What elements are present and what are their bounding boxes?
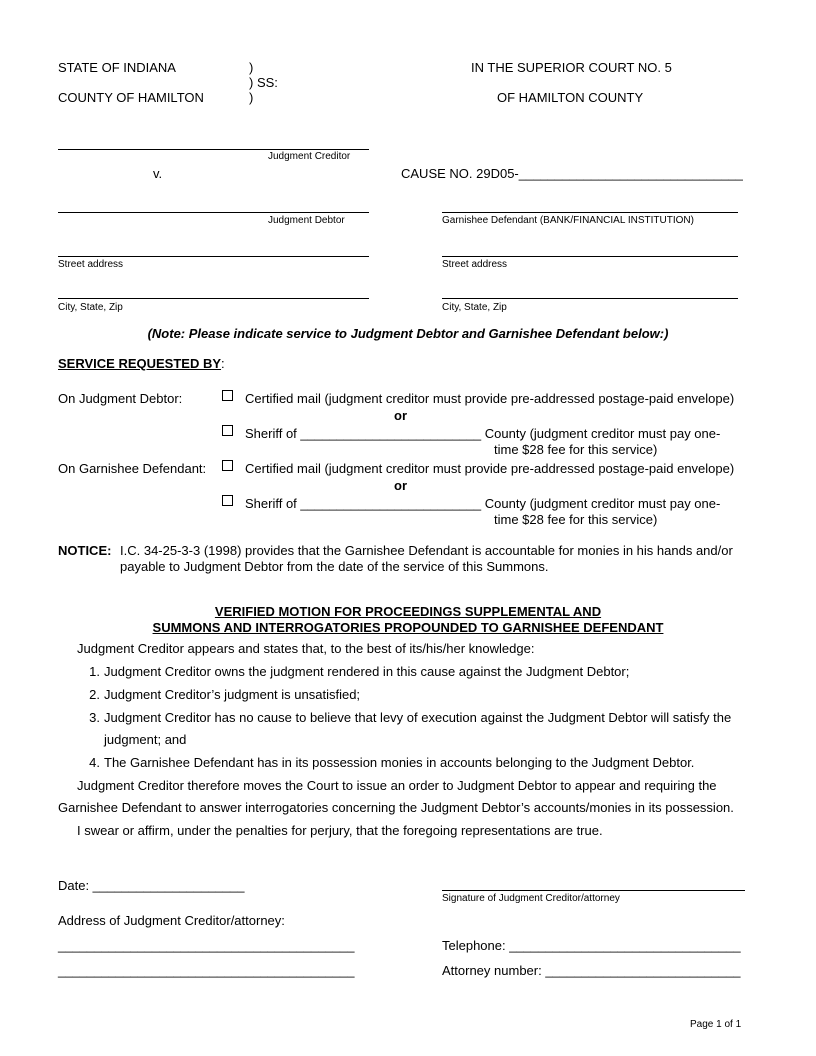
garnishee-line[interactable]: [442, 212, 738, 213]
on-garnishee-label: On Garnishee Defendant:: [58, 461, 207, 476]
address-line-2[interactable]: _________________________________________: [58, 963, 355, 978]
list-item: [82, 732, 186, 748]
judgment-creditor-line[interactable]: [58, 149, 369, 150]
list-item: [82, 710, 731, 726]
court-name: IN THE SUPERIOR COURT NO. 5: [471, 60, 672, 75]
notice-line2: payable to Judgment Debtor from the date of the service of this Summons.: [120, 559, 549, 574]
motion-conclusion-line1: Judgment Creditor therefore moves the Court to issue an order to Judgment Debtor to appear and requiring the: [77, 778, 717, 793]
judgment-debtor-line[interactable]: [58, 212, 369, 213]
list-item-text: Judgment Creditor owns the judgment rendered in this cause against the Judgment Debtor;: [104, 664, 630, 679]
state-caption: STATE OF INDIANA: [58, 60, 176, 75]
versus: v.: [153, 166, 163, 181]
page-number: Page 1 of 1: [690, 1019, 742, 1030]
list-item-number: 3.: [89, 710, 100, 725]
attorney-number-field[interactable]: Attorney number: ___________________________: [442, 963, 741, 978]
garnishee-sheriff-text[interactable]: Sheriff of _________________________ County (judgment creditor must pay one-: [245, 496, 721, 511]
oath-statement: I swear or affirm, under the penalties for perjury, that the foregoing representations are true.: [77, 823, 603, 838]
service-heading: [58, 356, 225, 372]
signature-label: Signature of Judgment Creditor/attorney: [442, 893, 620, 904]
motion-intro: Judgment Creditor appears and states that, to the best of its/his/her knowledge:: [77, 641, 535, 656]
garnishee-label: Garnishee Defendant (BANK/FINANCIAL INSTITUTION): [442, 215, 694, 226]
debtor-city-label: City, State, Zip: [58, 302, 123, 313]
court-county: OF HAMILTON COUNTY: [497, 90, 644, 105]
garnishee-sheriff-fee: time $28 fee for this service): [494, 512, 658, 527]
garnishee-city-label: City, State, Zip: [442, 302, 507, 313]
caption-paren-top: ): [249, 60, 254, 75]
garnishee-street-label: Street address: [442, 259, 508, 270]
on-debtor-label: On Judgment Debtor:: [58, 391, 183, 406]
debtor-or: or: [394, 408, 407, 423]
garnishee-sheriff-checkbox[interactable]: [222, 495, 233, 506]
service-note: (Note: Please indicate service to Judgment Debtor and Garnishee Defendant below:): [147, 326, 669, 341]
list-item: [82, 687, 360, 703]
list-item-text: The Garnishee Defendant has in its possession monies in accounts belonging to the Judgment Debtor.: [104, 755, 695, 770]
list-item: [82, 755, 694, 771]
list-item-number: 1.: [89, 664, 100, 679]
judgment-creditor-label: Judgment Creditor: [268, 151, 351, 162]
caption-paren-bottom: ): [249, 90, 254, 105]
list-item-text: Judgment Creditor has no cause to believe that levy of execution against the Judgment Debtor will satisfy the: [104, 710, 732, 725]
date-field[interactable]: Date: _____________________: [58, 878, 245, 893]
telephone-field[interactable]: Telephone: ________________________________: [442, 938, 741, 953]
motion-title-line2: SUMMONS AND INTERROGATORIES PROPOUNDED TO GARNISHEE DEFENDANT: [152, 620, 664, 635]
list-item-number: 4.: [89, 755, 100, 770]
debtor-certified-mail-text: Certified mail (judgment creditor must provide pre-addressed postage-paid envelope): [245, 391, 735, 406]
garnishee-city-line[interactable]: [442, 298, 738, 299]
judgment-debtor-label: Judgment Debtor: [268, 215, 345, 226]
caption-ss: ) SS:: [249, 75, 278, 90]
debtor-street-label: Street address: [58, 259, 124, 270]
address-line-1[interactable]: _________________________________________: [58, 938, 355, 953]
list-item-number: 2.: [89, 687, 100, 702]
debtor-sheriff-checkbox[interactable]: [222, 425, 233, 436]
debtor-sheriff-fee: time $28 fee for this service): [494, 442, 658, 457]
garnishee-certified-mail-checkbox[interactable]: [222, 460, 233, 471]
debtor-city-line[interactable]: [58, 298, 369, 299]
service-heading-colon: :: [221, 356, 225, 371]
list-item-text: judgment; and: [104, 732, 187, 747]
debtor-sheriff-text[interactable]: Sheriff of _________________________ County (judgment creditor must pay one-: [245, 426, 721, 441]
garnishee-street-line[interactable]: [442, 256, 738, 257]
address-label: Address of Judgment Creditor/attorney:: [58, 913, 285, 928]
garnishee-certified-mail-text: Certified mail (judgment creditor must provide pre-addressed postage-paid envelope): [245, 461, 735, 476]
cause-number[interactable]: CAUSE NO. 29D05-_______________________________: [401, 166, 743, 181]
signature-line[interactable]: [442, 890, 745, 891]
debtor-certified-mail-checkbox[interactable]: [222, 390, 233, 401]
notice-label: NOTICE:: [58, 543, 112, 558]
service-heading-text: SERVICE REQUESTED BY: [58, 356, 222, 371]
debtor-street-line[interactable]: [58, 256, 369, 257]
motion-conclusion-line2: Garnishee Defendant to answer interrogatories concerning the Judgment Debtor’s accounts/monies in its possession.: [58, 800, 734, 815]
motion-title-line1: VERIFIED MOTION FOR PROCEEDINGS SUPPLEMENTAL AND: [214, 604, 602, 619]
notice-line1: I.C. 34-25-3-3 (1998) provides that the Garnishee Defendant is accountable for monies in his hands and/or: [120, 543, 733, 558]
list-item: [82, 664, 629, 680]
list-item-text: Judgment Creditor’s judgment is unsatisfied;: [104, 687, 361, 702]
garnishee-or: or: [394, 478, 407, 493]
county-caption: COUNTY OF HAMILTON: [58, 90, 204, 105]
